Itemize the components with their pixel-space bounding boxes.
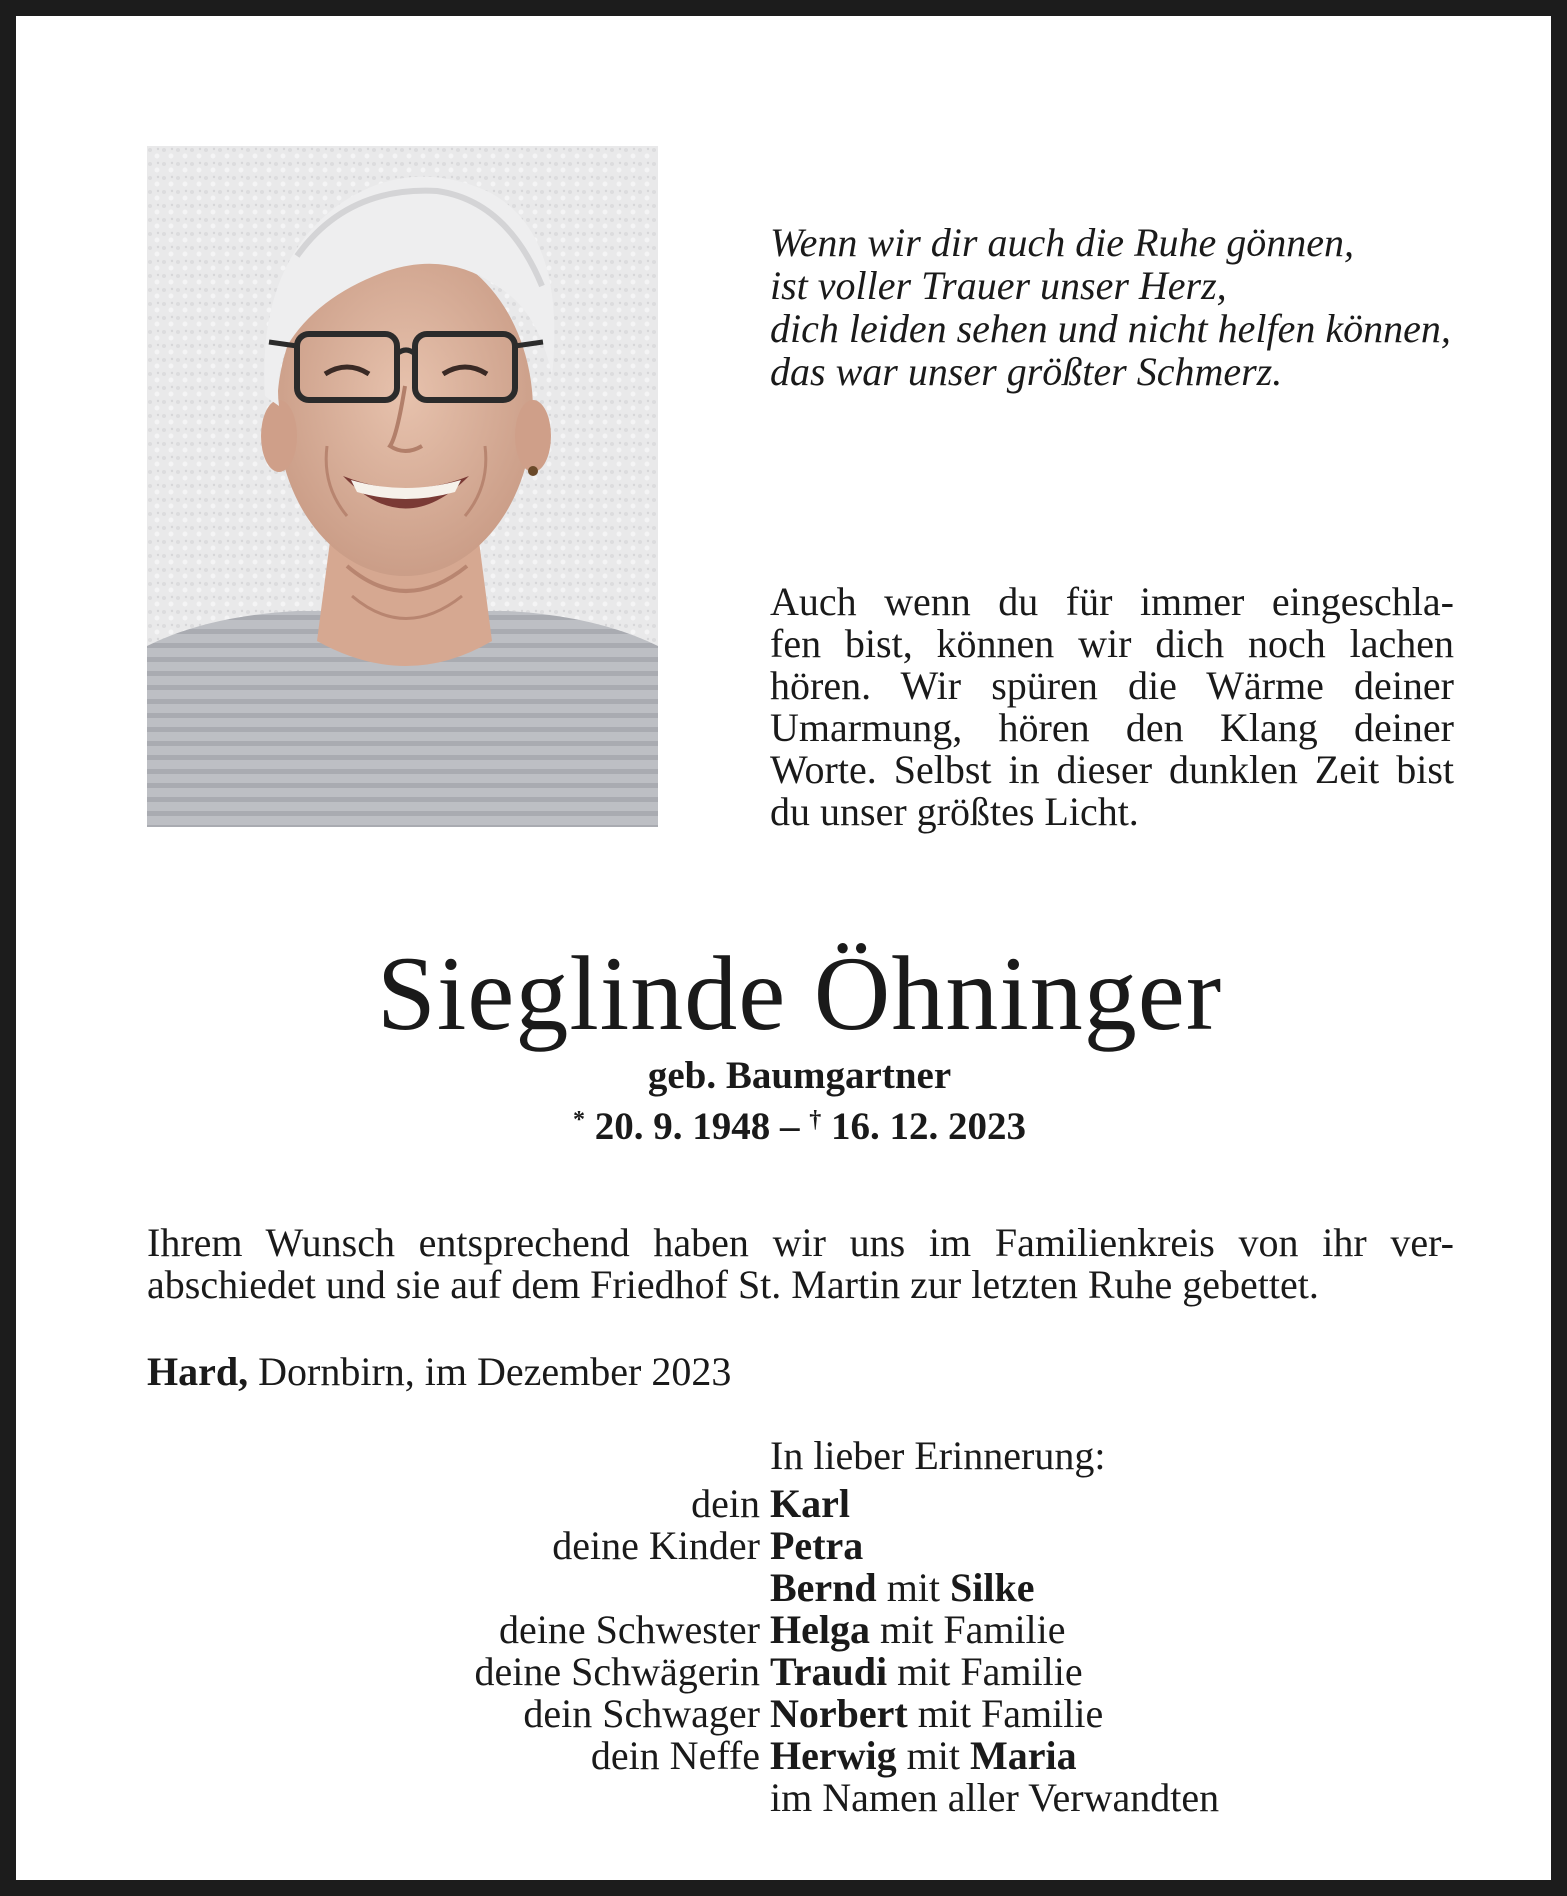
prose-line: fen bist, können wir dich noch lachen: [770, 621, 1454, 666]
mourner-relation: deine Schwester: [498, 1607, 760, 1652]
death-symbol: †: [809, 1107, 822, 1133]
portrait-photo: [147, 146, 658, 827]
place-date: [147, 1350, 731, 1394]
mourner-row: [316, 1483, 1316, 1525]
prose-line: hören. Wir spüren die Wärme deiner: [770, 663, 1454, 708]
mourner-relation: dein Neffe: [590, 1733, 760, 1778]
notice-line: Ihrem Wunsch entsprechend haben wir uns im Familienkreis von ihr ver-: [147, 1220, 1454, 1265]
death-date: 16. 12. 2023: [831, 1105, 1026, 1148]
poem-line: das war unser größter Schmerz.: [770, 349, 1283, 394]
place-town: Hard,: [147, 1349, 249, 1394]
deceased-name: Sieglinde Öhninger: [376, 935, 1223, 1052]
maiden-name: geb. Baumgartner: [647, 1054, 952, 1097]
mourner-row: [316, 1735, 1316, 1777]
mourner-name: Herwig: [770, 1733, 897, 1778]
mourner-suffix: mit Familie: [907, 1691, 1104, 1736]
mourner-name: Traudi: [770, 1649, 888, 1694]
notice-line: abschiedet und sie auf dem Friedhof St. Martin zur letzten Ruhe gebettet.: [147, 1262, 1319, 1307]
poem-line: dich leiden sehen und nicht helfen können,: [770, 306, 1451, 351]
place-rest: Dornbirn, im Dezember 2023: [248, 1349, 732, 1394]
mourner-suffix: mit: [876, 1565, 951, 1610]
mourner-row: [316, 1567, 1316, 1609]
date-dash: –: [770, 1105, 810, 1148]
mourner-partner: Maria: [969, 1733, 1077, 1778]
mourner-row: [316, 1651, 1316, 1693]
birth-date: 20. 9. 1948: [594, 1105, 771, 1148]
poem-line: ist voller Trauer unser Herz,: [770, 263, 1227, 308]
mourner-suffix: mit Familie: [887, 1649, 1083, 1694]
mourner-relation: dein: [691, 1481, 760, 1526]
funeral-notice: [147, 1222, 1454, 1306]
prose-line: Auch wenn du für immer eingeschla-: [770, 579, 1454, 624]
memory-heading: In lieber Erinnerung:: [770, 1433, 1106, 1478]
mourner-row: [316, 1525, 1316, 1567]
mourner-name: Norbert: [770, 1691, 908, 1736]
mourner-name: Helga: [770, 1607, 870, 1652]
mourner-row: [316, 1693, 1316, 1735]
mourner-row: [316, 1609, 1316, 1651]
mourner-name: Petra: [770, 1523, 864, 1568]
prose-line: Worte. Selbst in dieser dunklen Zeit bist: [770, 747, 1454, 792]
mourner-name: Karl: [770, 1481, 850, 1526]
mourner-suffix: im Namen aller Verwandten: [770, 1775, 1220, 1820]
mourner-suffix: mit Familie: [869, 1607, 1066, 1652]
prose-line: Umarmung, hören den Klang deiner: [770, 705, 1454, 750]
prose-line: du unser größtes Licht.: [770, 789, 1139, 834]
poem-line: Wenn wir dir auch die Ruhe gönnen,: [770, 220, 1355, 265]
life-dates: [16, 1098, 1567, 1149]
mourner-relation: deine Kinder: [552, 1523, 760, 1568]
mourner-row: [316, 1777, 1316, 1819]
mourner-name: Bernd: [770, 1565, 877, 1610]
mourner-partner: Silke: [950, 1565, 1035, 1610]
birth-symbol: *: [573, 1107, 585, 1133]
mourner-relation: dein Schwager: [523, 1691, 760, 1736]
mourner-suffix: mit: [896, 1733, 970, 1778]
memorial-poem: [770, 221, 1451, 393]
mourners-list: [316, 1483, 1316, 1819]
memorial-prose: [770, 581, 1454, 833]
mourner-relation: deine Schwägerin: [474, 1649, 760, 1694]
